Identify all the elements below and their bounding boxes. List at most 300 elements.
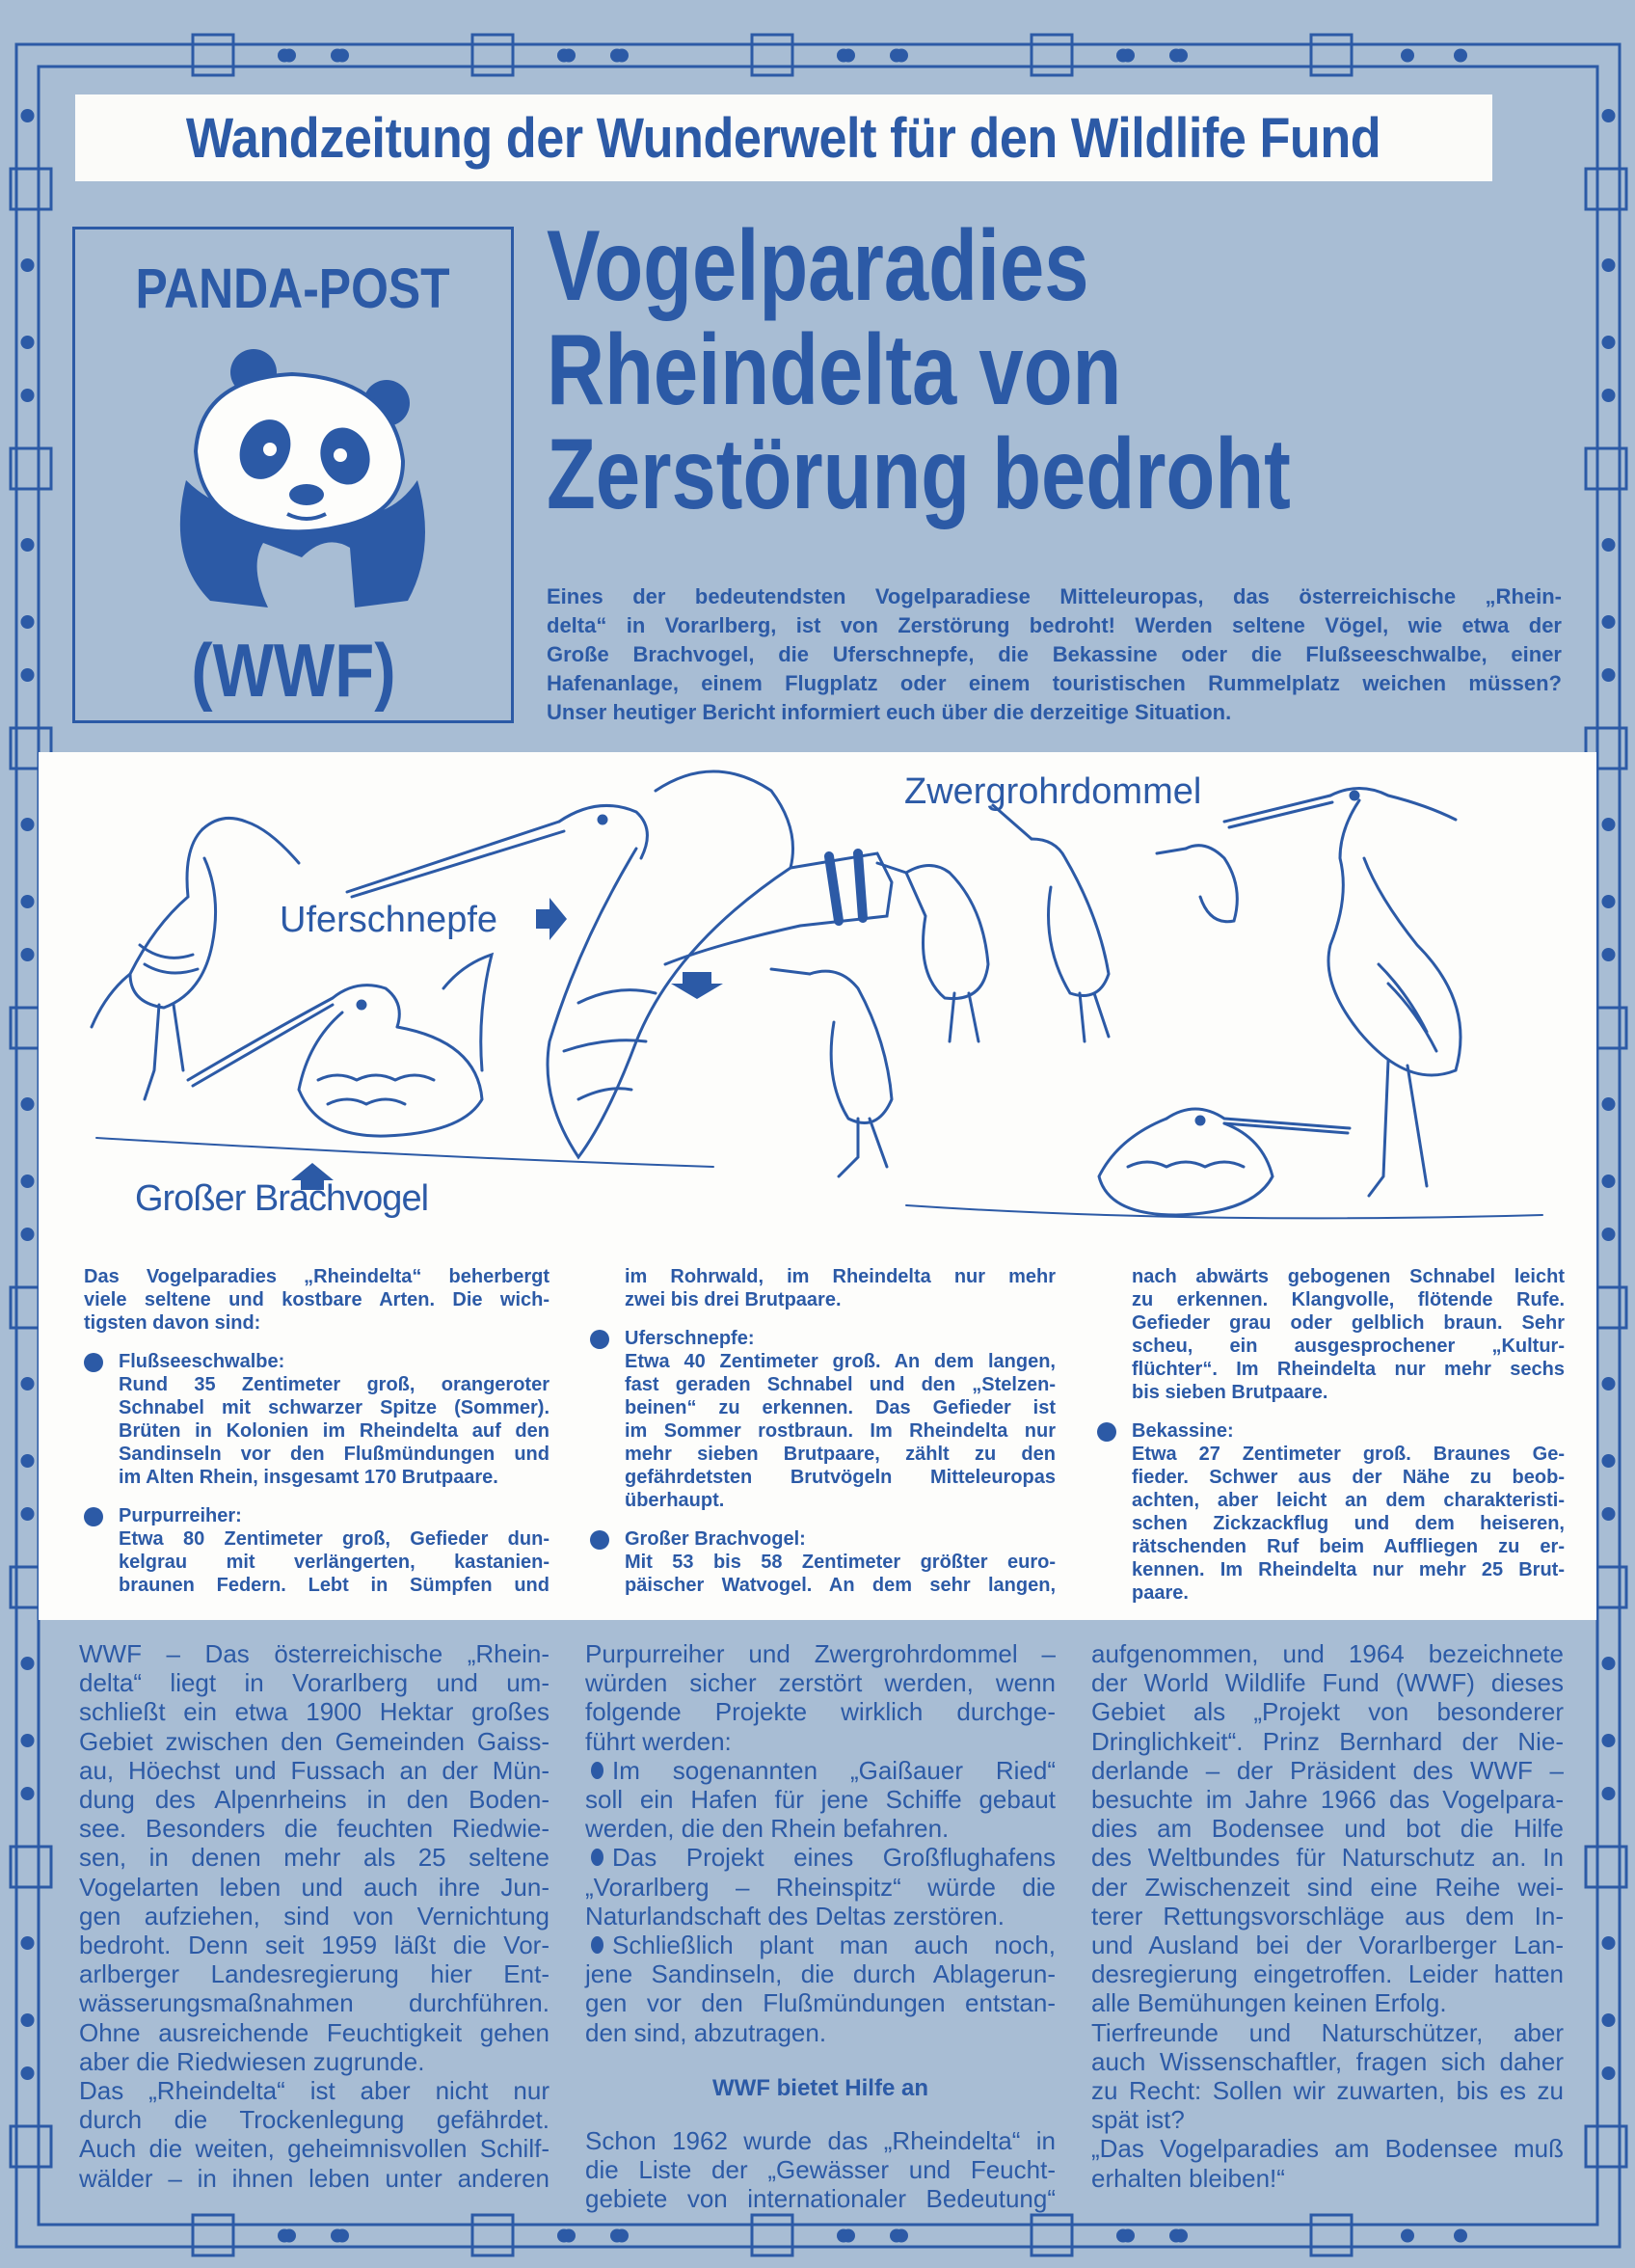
text-line: [79, 1988, 549, 2017]
border-dot: [1602, 1454, 1616, 1468]
text-line: [585, 1639, 1056, 1668]
article-column: [79, 1639, 549, 2193]
species-entry: [590, 1327, 1056, 1512]
text-line-content: spät ist?: [1091, 2105, 1185, 2135]
text-line: [1091, 1873, 1564, 1902]
species-name: Purpurreiher:: [119, 1505, 242, 1526]
border-dot: [331, 2229, 344, 2243]
text-line-content: Eines der bedeutendsten Vogelparadiese Mitteleuropas, das österreichische „Rhein-: [547, 584, 1562, 608]
species-text: [84, 1265, 549, 1335]
text-line-content: delta“ in Vorarlberg, ist von Zerstörung bedroht! Werden seltene Vögel, wie etwa der: [547, 613, 1562, 637]
godwit-flying-drawing: [347, 771, 892, 1157]
article-paragraph: [1091, 2134, 1564, 2192]
text-line: [1132, 1535, 1565, 1558]
border-dot: [1454, 49, 1467, 63]
text-line: [79, 1930, 549, 1959]
bullet-icon: [84, 1353, 103, 1372]
border-dot: [890, 2229, 903, 2243]
text-line: [1091, 1902, 1564, 1930]
text-line: [79, 2018, 549, 2047]
text-line-content: Große Brachvogel, die Uferschnepfe, die Bekassine oder die Flußseeschwalbe, einer: [547, 642, 1562, 666]
curlew-sitting-drawing: [188, 955, 492, 1136]
border-dot: [1174, 49, 1188, 63]
text-line: [1091, 1814, 1564, 1843]
border-dot: [21, 615, 35, 629]
text-line: [1091, 1988, 1564, 2017]
border-dot: [21, 1507, 35, 1521]
headline-line: Zerstörung bedroht: [547, 418, 1291, 530]
text-line: [1132, 1443, 1565, 1466]
text-line-content: Brüten in Kolonien im Rheindelta auf den: [119, 1420, 549, 1442]
headline-line: Rheindelta von: [547, 314, 1122, 426]
text-line: [547, 582, 1562, 611]
text-line: [1132, 1558, 1565, 1581]
curlew-standing-drawing: [92, 818, 299, 1099]
panda-post-logo: [72, 227, 514, 723]
text-line: [585, 2184, 1056, 2213]
border-square: [1032, 35, 1072, 75]
border-dot: [890, 49, 903, 63]
text-line: [84, 1288, 549, 1311]
border-dot: [1602, 1936, 1616, 1950]
text-line-content: kelgrau mit verlängerten, kastanien-: [119, 1552, 549, 1573]
border-dot: [21, 1657, 35, 1670]
text-line: [585, 2074, 1056, 2103]
border-dot: [1602, 1174, 1616, 1188]
border-dot: [1602, 615, 1616, 629]
text-line: [585, 1843, 1056, 1872]
text-line-content: Dringlichkeit“. Prinz Bernhard der Nie-: [1091, 1726, 1564, 1756]
text-line-content: der Zwischenzeit sind eine Reihe wei-: [1091, 1872, 1564, 1902]
border-dot: [1116, 2229, 1130, 2243]
text-line: [79, 1756, 549, 1785]
border-dot: [1121, 49, 1135, 63]
text-line: [585, 1785, 1056, 1814]
text-line: [79, 2047, 549, 2076]
border-dot: [837, 2229, 850, 2243]
text-line: [547, 669, 1562, 698]
text-line-content: Vogelarten leben und auch ihre Jun-: [79, 1872, 549, 1902]
text-line-content: zwei bis drei Brutpaare.: [625, 1289, 842, 1310]
border-dot: [1174, 2229, 1188, 2243]
text-line-content: zu erkennen. Klangvolle, flötende Rufe.: [1132, 1289, 1565, 1310]
text-line-content: jene Sandinseln, die durch Ablagerun-: [585, 1959, 1056, 1989]
text-line-content: aufgenommen, und 1964 bezeichnete: [1091, 1639, 1564, 1668]
text-line-content: bis sieben Brutpaare.: [1132, 1382, 1328, 1403]
border-dot: [1602, 2013, 1616, 2027]
text-line: [119, 1527, 549, 1551]
border-square: [1586, 169, 1626, 209]
label-zwergrohrdommel: Zwergrohrdommel: [904, 771, 1202, 812]
text-line-content: tigsten davon sind:: [84, 1312, 261, 1334]
text-line-content: bedroht. Denn seit 1959 läßt die Vor-: [79, 1930, 549, 1960]
text-line-content: soll ein Hafen für jene Schiffe gebaut: [585, 1785, 1056, 1815]
text-line-content: gefährdetsten Brutvögeln Mitteleuropas: [625, 1467, 1056, 1488]
text-line: [625, 1396, 1056, 1419]
text-line-content: „Das Vogelparadies am Bodensee muß: [1091, 2134, 1564, 2164]
border-dot: [21, 895, 35, 908]
text-line-content: im Rohrwald, im Rheindelta nur mehr: [625, 1266, 1056, 1287]
species-name: Großer Brachvogel:: [625, 1528, 806, 1550]
border-dot: [842, 49, 855, 63]
text-line-content: Mit 53 bis 58 Zentimeter größter euro-: [625, 1552, 1056, 1573]
text-line-content: Das „Rheindelta“ ist aber nicht nur: [79, 2076, 549, 2106]
article-paragraph: [79, 2076, 549, 2193]
label-uferschnepfe: Uferschnepfe: [280, 900, 498, 940]
border-dot: [1602, 538, 1616, 552]
text-line-content: überhaupt.: [625, 1490, 725, 1511]
text-line-content: WWF – Das österreichische „Rhein-: [79, 1639, 549, 1668]
border-dot: [895, 49, 908, 63]
text-line: [1132, 1581, 1565, 1605]
border-dot: [610, 49, 624, 63]
text-line-content: erhalten bleiben!“: [1091, 2163, 1285, 2193]
text-line-content: Gefieder grau oder gelblich braun. Sehr: [1132, 1312, 1565, 1334]
border-dot: [1401, 2229, 1414, 2243]
bullet-icon: [1097, 1422, 1116, 1442]
border-dot: [21, 109, 35, 122]
text-line-content: Etwa 80 Zentimeter groß, Gefieder dun-: [119, 1528, 549, 1550]
border-dot: [1602, 109, 1616, 122]
article-paragraph: [585, 1930, 1056, 2047]
text-line-content: auch Wissenschaftler, fragen sich daher: [1091, 2046, 1564, 2076]
text-line-content: viele seltene und kostbare Arten. Die wich-: [84, 1289, 549, 1310]
text-line: [585, 1756, 1056, 1785]
text-line: [119, 1466, 549, 1489]
text-line-content: Schnabel mit schwarzer Spitze (Sommer).: [119, 1397, 549, 1418]
border-dot: [842, 2229, 855, 2243]
text-line-content: schen Zickzackflug und dem heiseren,: [1132, 1513, 1565, 1534]
masthead-title: Wandzeitung der Wunderwelt für den Wildlife Fund: [186, 106, 1381, 170]
species-column: [84, 1265, 549, 1612]
text-line-content: Sandinseln vor den Flußmündungen und: [119, 1444, 549, 1465]
text-line-content: sen, in denen mehr als 25 seltene: [79, 1843, 549, 1873]
border-square: [1311, 35, 1352, 75]
text-line: [119, 1574, 549, 1597]
border-dot: [895, 2229, 908, 2243]
article-paragraph: [1091, 2018, 1564, 2135]
text-line: [585, 2018, 1056, 2047]
text-line-content: schließt ein etwa 1900 Hektar großes: [79, 1697, 549, 1727]
border-dot: [1602, 1734, 1616, 1747]
text-line: [585, 2155, 1056, 2184]
text-line-content: folgende Projekte wirklich durchge-: [585, 1697, 1056, 1727]
border-dot: [610, 2229, 624, 2243]
text-line-content: Gebiet zwischen den Gemeinden Gaiss-: [79, 1726, 549, 1756]
border-dot: [1602, 2066, 1616, 2080]
text-line-content: Ohne ausreichende Feuchtigkeit gehen: [79, 2017, 549, 2047]
border-dot: [562, 49, 576, 63]
border-dot: [1116, 49, 1130, 63]
border-dot: [278, 2229, 291, 2243]
text-line: [1091, 1959, 1564, 1988]
text-line: [1091, 1639, 1564, 1668]
text-line: [1132, 1358, 1565, 1381]
text-line-content: Etwa 40 Zentimeter groß. An dem langen,: [625, 1351, 1056, 1372]
border-dot: [1602, 1657, 1616, 1670]
text-line-content: rätschenden Ruf beim Auffliegen zu er-: [1132, 1536, 1565, 1557]
species-name: Uferschnepfe:: [625, 1328, 755, 1349]
text-line-content: Schon 1962 wurde das „Rheindelta“ in: [585, 2126, 1056, 2156]
border-dot: [1602, 1097, 1616, 1111]
border-square: [472, 35, 513, 75]
border-square: [472, 2215, 513, 2255]
text-line: [585, 1873, 1056, 1902]
text-line-content: desregierung eingetroffen. Leider hatten: [1091, 1959, 1564, 1989]
text-line: [1091, 2164, 1564, 2193]
text-line-content: gebiete von internationaler Bedeutung“: [585, 2184, 1056, 2214]
text-line-content: Unser heutiger Bericht informiert euch über die derzeitige Situation.: [547, 700, 1232, 724]
text-line-content: der World Wildlife Fund (WWF) dieses: [1091, 1668, 1564, 1698]
border-square: [752, 2215, 792, 2255]
text-line-content: päischer Watvogel. An dem sehr langen,: [625, 1575, 1056, 1596]
border-dot: [1602, 1228, 1616, 1241]
masthead-banner: [75, 94, 1492, 181]
border-dot: [1602, 668, 1616, 682]
border-dot: [21, 1174, 35, 1188]
text-line-content: besuchte im Jahre 1966 das Vogelpara-: [1091, 1785, 1564, 1815]
logo-title: PANDA-POST: [135, 257, 451, 320]
border-dot: [1169, 2229, 1183, 2243]
border-dot: [21, 818, 35, 831]
text-line: [1132, 1466, 1565, 1489]
article-column: [1091, 1639, 1564, 2193]
text-line: [79, 2164, 549, 2193]
text-line: [79, 1697, 549, 1726]
text-line: [79, 1814, 549, 1843]
border-square: [11, 2126, 51, 2167]
text-line: [585, 1727, 1056, 1756]
text-line-content: paare.: [1132, 1582, 1189, 1604]
heron-drawing: [1224, 789, 1461, 1197]
article-paragraph: [79, 1639, 549, 2076]
border-dot: [282, 2229, 296, 2243]
text-line-content: aber die Riedwiesen zugrunde.: [79, 2046, 425, 2076]
text-line-content: des Weltbundes für Naturschutz an. In: [1091, 1843, 1564, 1873]
text-line-content: WWF bietet Hilfe an: [712, 2074, 928, 2101]
border-dot: [21, 1734, 35, 1747]
text-line-content: Tierfreunde und Naturschützer, aber: [1091, 2017, 1564, 2047]
text-line: [119, 1373, 549, 1396]
text-line-content: Hafenanlage, einem Flugplatz oder einem touristischen Rummelplatz weichen müssen?: [547, 671, 1562, 695]
text-line-content: alle Bemühungen keinen Erfolg.: [1091, 1988, 1447, 2018]
text-line-content: Rund 35 Zentimeter groß, orangeroter: [119, 1374, 549, 1395]
border-dot: [21, 2013, 35, 2027]
text-line: [79, 1902, 549, 1930]
border-square: [1311, 2215, 1352, 2255]
text-line: [625, 1373, 1056, 1396]
border-dot: [1602, 1377, 1616, 1390]
text-line-content: fieder. Schwer aus der Nähe zu beob-: [1132, 1467, 1565, 1488]
border-dot: [21, 1454, 35, 1468]
bullet-icon: [590, 1330, 609, 1349]
text-line-content: führt werden:: [585, 1726, 732, 1756]
border-dot: [21, 389, 35, 402]
border-dot: [21, 948, 35, 961]
article-paragraph: [585, 1843, 1056, 1930]
text-line-content: terer Rettungsvorschläge aus dem In-: [1091, 1901, 1564, 1930]
text-line: [79, 1873, 549, 1902]
text-line: [79, 2134, 549, 2163]
border-dot: [21, 1228, 35, 1241]
text-line: [625, 1350, 1056, 1373]
text-line: [1132, 1265, 1565, 1288]
text-line: [84, 1311, 549, 1335]
article-paragraph: [585, 1756, 1056, 1844]
text-line: [1132, 1311, 1565, 1335]
border-dot: [1121, 2229, 1135, 2243]
text-line-content: scheu, ein ausgesprochener „Kultur-: [1132, 1336, 1565, 1357]
text-line: [585, 2126, 1056, 2155]
text-line: [79, 1843, 549, 1872]
border-square: [11, 169, 51, 209]
text-line: [585, 1959, 1056, 1988]
text-line-content: au, Höechst und Fussach an der Mün-: [79, 1755, 549, 1785]
text-line-content: gen aufziehen, sind von Vernichtung: [79, 1901, 549, 1930]
text-line-content: flüchter“. Im Rheindelta nur mehr sechs: [1132, 1359, 1565, 1380]
intro-paragraph: [547, 582, 1562, 727]
text-line: [1091, 1930, 1564, 1959]
border-dot: [21, 1936, 35, 1950]
text-line: [585, 1902, 1056, 1930]
text-line: [625, 1265, 1056, 1288]
text-line-content: nach abwärts gebogenen Schnabel leicht: [1132, 1266, 1565, 1287]
text-line-content: werden, die den Rhein befahren.: [585, 1814, 950, 1844]
text-line: [1132, 1489, 1565, 1512]
border-dot: [1602, 948, 1616, 961]
border-dot: [21, 1377, 35, 1390]
text-line: [79, 2076, 549, 2105]
text-line: [585, 1988, 1056, 2017]
text-line: [547, 611, 1562, 640]
text-line: [547, 640, 1562, 669]
border-square: [193, 2215, 233, 2255]
text-line-content: wälder – in ihnen leben unter anderen: [79, 2163, 549, 2193]
section-heading: [585, 2074, 1056, 2103]
border-dot: [335, 2229, 349, 2243]
border-square: [1032, 2215, 1072, 2255]
text-line-content: delta“ liegt in Vorarlberg und um-: [79, 1668, 549, 1698]
text-line: [119, 1443, 549, 1466]
border-dot: [282, 49, 296, 63]
text-line: [1132, 1512, 1565, 1535]
arrow-right-icon: [536, 898, 567, 940]
text-line: [585, 1697, 1056, 1726]
text-line-content: und Ausland bei der Vorarlberger Lan-: [1091, 1930, 1564, 1960]
text-line-content: Im sogenannten „Gaißauer Ried“: [612, 1755, 1056, 1785]
text-line-content: würden sicher zerstört werden, wenn: [585, 1668, 1056, 1698]
logo-wwf: (WWF): [190, 628, 396, 713]
text-line: [79, 1639, 549, 1668]
border-dot: [562, 2229, 576, 2243]
species-name: Flußseeschwalbe:: [119, 1351, 285, 1372]
text-line-content: Auch die weiten, geheimnisvollen Schilf-: [79, 2134, 549, 2164]
border-dot: [1602, 895, 1616, 908]
text-line: [79, 1668, 549, 1697]
text-line: [625, 1288, 1056, 1311]
text-line-content: zu Recht: Sollen wir zuwarten, bis es zu: [1091, 2076, 1564, 2106]
border-dot: [21, 2066, 35, 2080]
text-line: [79, 2105, 549, 2134]
text-line-content: mehr sieben Brutpaare, zählt zu den: [625, 1444, 1056, 1465]
border-dot: [21, 1097, 35, 1111]
border-dot: [557, 2229, 571, 2243]
text-line: [1132, 1288, 1565, 1311]
text-line: [1091, 1727, 1564, 1756]
text-line-content: achten, aber leicht an dem charakteristi-: [1132, 1490, 1565, 1511]
headline: [547, 210, 1607, 530]
text-line-content: durch die Trockenlegung gefährdet.: [79, 2105, 549, 2135]
text-line-content: Das Vogelparadies „Rheindelta“ beherbergt: [84, 1266, 549, 1287]
border-dot: [21, 258, 35, 272]
text-line: [79, 1727, 549, 1756]
headline-line: Vogelparadies: [547, 210, 1089, 322]
text-line-content: „Vorarlberg – Rheinspitz“ würde die: [585, 1872, 1056, 1902]
text-line: [1091, 2047, 1564, 2076]
border-dot: [335, 49, 349, 63]
border-square: [11, 448, 51, 489]
text-line: [1091, 1668, 1564, 1697]
text-line: [1132, 1335, 1565, 1358]
border-dot: [557, 49, 571, 63]
text-line-content: Naturlandschaft des Deltas zerstören.: [585, 1901, 1005, 1930]
species-column: [1097, 1265, 1565, 1620]
text-line-content: arlberger Landesregierung hier Ent-: [79, 1959, 549, 1989]
species-entry: [1097, 1419, 1565, 1605]
text-line-content: beinen“ zu erkennen. Das Gefieder ist: [625, 1397, 1056, 1418]
text-line-content: Purpurreiher und Zwergrohrdommel –: [585, 1639, 1056, 1668]
text-line-content: Das Projekt eines Großflughafens: [612, 1843, 1056, 1873]
text-line: [1091, 2076, 1564, 2105]
text-line: [1091, 1697, 1564, 1726]
article-column: [585, 1639, 1056, 2214]
text-line-content: im Sommer rostbraun. Im Rheindelta nur: [625, 1420, 1056, 1442]
text-line: [585, 1668, 1056, 1697]
border-dot: [1602, 818, 1616, 831]
text-line-content: wässerungsmaßnahmen durchführen.: [79, 1988, 549, 2018]
border-square: [1586, 2126, 1626, 2167]
panda-icon: [157, 336, 437, 615]
text-line: [625, 1419, 1056, 1443]
text-line: [547, 698, 1562, 727]
border-dot: [278, 49, 291, 63]
text-line-content: gen vor den Flußmündungen entstan-: [585, 1988, 1056, 2018]
border-dot: [1602, 1507, 1616, 1521]
text-line: [625, 1443, 1056, 1466]
species-entry: [590, 1527, 1056, 1597]
text-line: [79, 1959, 549, 1988]
border-dot: [1454, 2229, 1467, 2243]
border-dot: [1602, 1787, 1616, 1800]
species-text: [1097, 1265, 1565, 1404]
border-square: [752, 35, 792, 75]
text-line-content: den sind, abzutragen.: [585, 2017, 827, 2047]
text-line: [119, 1551, 549, 1574]
border-dot: [615, 2229, 629, 2243]
text-line-content: dung des Alpenrheins in den Boden-: [79, 1785, 549, 1815]
text-line: [1091, 1756, 1564, 1785]
border-dot: [21, 668, 35, 682]
text-line: [84, 1265, 549, 1288]
text-line: [625, 1489, 1056, 1512]
species-text: [590, 1265, 1056, 1311]
text-line: [1091, 1785, 1564, 1814]
text-line-content: derlande – der Präsident des WWF –: [1091, 1755, 1564, 1785]
article-paragraph: [585, 1639, 1056, 1756]
label-grosser-brachvogel: Großer Brachvogel: [135, 1178, 429, 1219]
text-line: [119, 1396, 549, 1419]
text-line-content: kennen. Im Rheindelta nur mehr 25 Brut-: [1132, 1559, 1565, 1580]
